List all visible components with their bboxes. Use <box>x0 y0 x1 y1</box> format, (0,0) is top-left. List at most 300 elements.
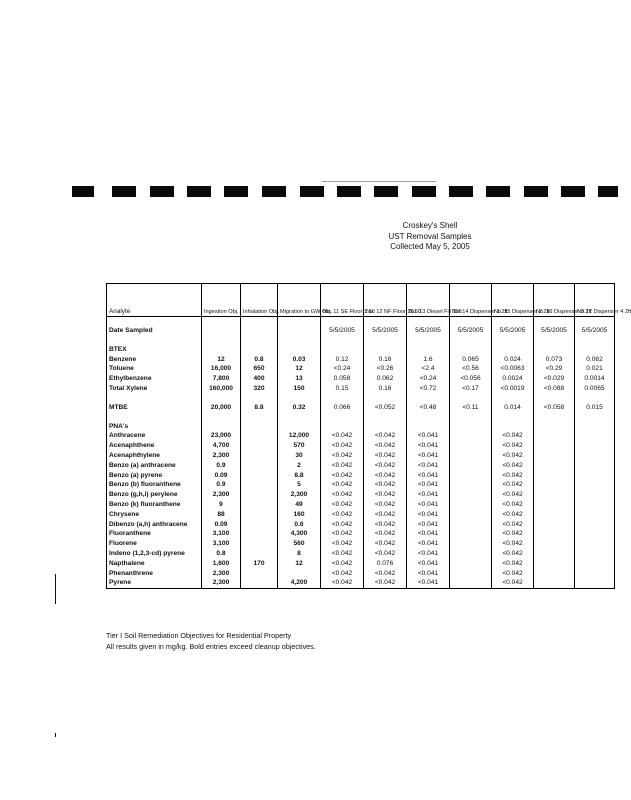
analyte-cell: Benzene <box>109 355 137 363</box>
value-cell: 13 <box>278 374 321 384</box>
value-cell: <0.042 <box>321 510 364 520</box>
column-header: Inhalation Obj. <box>241 284 278 317</box>
value-cell: <0.17 <box>450 384 492 394</box>
value-cell <box>534 461 575 471</box>
column-header: No. 13 Diesel Fill 11ft <box>407 284 450 317</box>
collection-date: Collected May 5, 2005 <box>390 242 470 251</box>
value-cell: 5 <box>278 480 321 490</box>
value-cell <box>241 520 278 530</box>
value-cell <box>575 451 615 461</box>
table-row <box>107 578 615 588</box>
value-cell <box>534 578 575 588</box>
value-cell: <0.042 <box>321 441 364 451</box>
value-cell: <0.041 <box>407 490 450 500</box>
scan-dash-bar <box>72 186 618 197</box>
value-cell: 5/5/2005 <box>492 326 534 336</box>
table-row <box>107 374 615 384</box>
value-cell: 150 <box>278 384 321 394</box>
value-cell: 0.8 <box>202 549 241 559</box>
value-cell <box>241 490 278 500</box>
spacer-row <box>107 413 615 422</box>
value-cell: <0.041 <box>407 559 450 569</box>
value-cell: <0.042 <box>492 520 534 530</box>
value-cell: <0.042 <box>492 461 534 471</box>
value-cell: 170 <box>241 559 278 569</box>
dash-segment <box>449 186 473 197</box>
value-cell: 0.09 <box>202 520 241 530</box>
value-cell: <0.052 <box>364 403 407 413</box>
value-cell: <0.042 <box>492 451 534 461</box>
value-cell <box>575 480 615 490</box>
value-cell <box>450 520 492 530</box>
value-cell <box>575 500 615 510</box>
value-cell: 5/5/2005 <box>321 326 364 336</box>
table-row <box>107 480 615 490</box>
value-cell <box>534 471 575 481</box>
value-cell: <0.042 <box>321 569 364 579</box>
value-cell: 0.058 <box>321 374 364 384</box>
value-cell: 0.6 <box>278 520 321 530</box>
column-header: No. 12 NF Floor 11.50 <box>364 284 407 317</box>
value-cell: <0.042 <box>492 480 534 490</box>
value-cell: <0.041 <box>407 461 450 471</box>
value-cell: <0.042 <box>364 441 407 451</box>
value-cell: 5/5/2005 <box>364 326 407 336</box>
analyte-cell: Fluoranthene <box>109 530 151 538</box>
value-cell: 23,000 <box>202 431 241 441</box>
table-body <box>107 317 615 589</box>
value-cell: 0.0065 <box>575 384 615 394</box>
value-cell <box>575 549 615 559</box>
value-cell: 2,300 <box>202 490 241 500</box>
value-cell: 8 <box>278 549 321 559</box>
value-cell: 12 <box>202 355 241 365</box>
mtbe-row <box>107 403 615 413</box>
value-cell: <0.042 <box>321 559 364 569</box>
value-cell: <0.042 <box>321 431 364 441</box>
table-row <box>107 384 615 394</box>
value-cell: <0.042 <box>321 549 364 559</box>
value-cell <box>241 549 278 559</box>
analyte-cell: Total Xylene <box>109 384 148 392</box>
value-cell: <0.042 <box>492 539 534 549</box>
value-cell: 400 <box>241 374 278 384</box>
dash-segment <box>486 186 510 197</box>
value-cell: <0.041 <box>407 441 450 451</box>
value-cell: <0.042 <box>492 490 534 500</box>
value-cell: 2,300 <box>202 578 241 588</box>
value-cell: 5/5/2005 <box>450 326 492 336</box>
value-cell: 30 <box>278 451 321 461</box>
value-cell <box>534 490 575 500</box>
value-cell <box>450 431 492 441</box>
value-cell <box>241 431 278 441</box>
value-cell: 8.8 <box>278 471 321 481</box>
value-cell <box>202 326 241 336</box>
value-cell: <0.058 <box>534 403 575 413</box>
value-cell: <0.042 <box>321 539 364 549</box>
footnote-objectives: Tier I Soil Remediation Objectives for Residential Property <box>106 631 292 640</box>
column-header: No. 15 Dispenser 2 2ft <box>492 284 534 317</box>
value-cell <box>450 559 492 569</box>
value-cell: 0.0024 <box>492 374 534 384</box>
value-cell: 560 <box>278 539 321 549</box>
analyte-cell: Benzo (g,h,i) perylene <box>109 491 178 499</box>
value-cell: <0.042 <box>492 569 534 579</box>
value-cell: <0.042 <box>364 431 407 441</box>
value-cell: 0.065 <box>450 355 492 365</box>
site-name: Croskey's Shell <box>402 221 458 230</box>
value-cell <box>450 569 492 579</box>
column-header: No. 14 Dispenser 1 2ft <box>450 284 492 317</box>
value-cell: 1.6 <box>407 355 450 365</box>
table-row <box>107 461 615 471</box>
dash-segment <box>262 186 286 197</box>
value-cell: 0.9 <box>202 480 241 490</box>
value-cell <box>575 559 615 569</box>
value-cell <box>450 578 492 588</box>
value-cell: 0.9 <box>202 461 241 471</box>
value-cell <box>450 451 492 461</box>
column-header: Ingestion Obj. <box>202 284 241 317</box>
table-row <box>107 549 615 559</box>
value-cell: 160,000 <box>202 384 241 394</box>
value-cell: 88 <box>202 510 241 520</box>
value-cell: 0.12 <box>321 355 364 365</box>
analyte-cell: Phenanthrene <box>109 569 153 577</box>
value-cell: <0.042 <box>492 500 534 510</box>
analyte-cell: Napthalene <box>109 559 145 567</box>
scan-margin-mark <box>55 733 56 737</box>
table-row <box>107 431 615 441</box>
value-cell: <0.042 <box>364 520 407 530</box>
value-cell: <0.29 <box>534 364 575 374</box>
value-cell: <0.088 <box>534 384 575 394</box>
value-cell: <0.56 <box>450 364 492 374</box>
dash-segment <box>412 186 436 197</box>
column-header: No. 11 SE Floor 1.50 <box>321 284 364 317</box>
value-cell: 570 <box>278 441 321 451</box>
value-cell <box>534 451 575 461</box>
value-cell <box>450 510 492 520</box>
value-cell: <0.042 <box>321 500 364 510</box>
value-cell: 0.024 <box>492 355 534 365</box>
value-cell <box>534 549 575 559</box>
value-cell <box>534 520 575 530</box>
value-cell: 0.8 <box>241 355 278 365</box>
dash-segment <box>224 186 248 197</box>
table-row <box>107 441 615 451</box>
value-cell: <0.042 <box>492 510 534 520</box>
dash-segment <box>300 186 324 197</box>
table-row <box>107 500 615 510</box>
value-cell <box>534 441 575 451</box>
analyte-cell: Benzo (a) pyrene <box>109 471 163 479</box>
footnotes <box>106 631 316 652</box>
value-cell: <0.056 <box>450 374 492 384</box>
value-cell: <0.72 <box>407 384 450 394</box>
value-cell: <0.042 <box>364 461 407 471</box>
value-cell: <0.041 <box>407 480 450 490</box>
analyte-cell: Pyrene <box>109 579 131 587</box>
date-sampled-row <box>107 326 615 336</box>
value-cell: 3,100 <box>202 529 241 539</box>
value-cell <box>450 461 492 471</box>
value-cell <box>450 490 492 500</box>
value-cell: 5/5/2005 <box>407 326 450 336</box>
value-cell: <0.042 <box>321 471 364 481</box>
value-cell: 0.076 <box>364 559 407 569</box>
value-cell: 0.03 <box>278 355 321 365</box>
value-cell: <0.26 <box>364 364 407 374</box>
table-row <box>107 364 615 374</box>
analyte-cell: Fluorene <box>109 540 137 548</box>
section-title: BTEX <box>109 345 127 353</box>
value-cell: 0.062 <box>575 355 615 365</box>
dash-segment <box>72 186 94 197</box>
table-row <box>107 451 615 461</box>
analyte-cell: Benzo (b) fluoranthene <box>109 481 181 489</box>
value-cell: 0.014 <box>492 403 534 413</box>
value-cell: 0.0014 <box>575 374 615 384</box>
value-cell: 4,200 <box>278 578 321 588</box>
value-cell: 0.021 <box>575 364 615 374</box>
value-cell: <0.042 <box>364 510 407 520</box>
value-cell: 2,300 <box>202 451 241 461</box>
table-row <box>107 490 615 500</box>
column-header: Migration to GW Obj. <box>278 284 321 317</box>
value-cell <box>575 461 615 471</box>
value-cell <box>534 529 575 539</box>
section-title: PNA's <box>109 422 129 430</box>
value-cell: 12 <box>278 559 321 569</box>
value-cell: 12 <box>278 364 321 374</box>
value-cell: 0.073 <box>534 355 575 365</box>
value-cell <box>241 461 278 471</box>
value-cell: 0.32 <box>278 403 321 413</box>
dash-segment <box>374 186 398 197</box>
analyte-cell: Benzo (a) anthracene <box>109 461 176 469</box>
value-cell <box>241 578 278 588</box>
value-cell <box>575 529 615 539</box>
value-cell: <0.041 <box>407 451 450 461</box>
value-cell: <0.042 <box>321 461 364 471</box>
value-cell: 2 <box>278 461 321 471</box>
value-cell: <0.042 <box>364 490 407 500</box>
value-cell: <0.041 <box>407 578 450 588</box>
value-cell: 16,000 <box>202 364 241 374</box>
analyte-cell: Toluene <box>109 365 134 373</box>
value-cell <box>450 539 492 549</box>
value-cell: 0.16 <box>364 384 407 394</box>
dash-segment <box>524 186 548 197</box>
value-cell: <0.042 <box>321 529 364 539</box>
value-cell <box>241 539 278 549</box>
value-cell: <0.041 <box>407 549 450 559</box>
analyte-cell: Anthracene <box>109 432 146 440</box>
value-cell: <0.042 <box>492 441 534 451</box>
value-cell <box>241 529 278 539</box>
scan-artifact-line <box>322 181 436 182</box>
column-header: No.17 Dispenser 4 2ft <box>575 284 615 317</box>
value-cell: <0.042 <box>321 578 364 588</box>
value-cell <box>534 539 575 549</box>
dash-segment <box>112 186 136 197</box>
dash-segment <box>150 186 174 197</box>
dash-segment <box>561 186 585 197</box>
value-cell: <0.041 <box>407 569 450 579</box>
analyte-cell: Indeno (1,2,3-cd) pyrene <box>109 549 185 557</box>
analyte-cell: Acenaphthylene <box>109 451 160 459</box>
value-cell: 4,300 <box>278 529 321 539</box>
value-cell: 4,700 <box>202 441 241 451</box>
value-cell <box>450 500 492 510</box>
dash-segment <box>598 186 618 197</box>
value-cell: 2,300 <box>278 490 321 500</box>
spacer-row <box>107 336 615 345</box>
value-cell: 320 <box>241 384 278 394</box>
table-row <box>107 539 615 549</box>
value-cell: <0.11 <box>450 403 492 413</box>
value-cell: <0.24 <box>407 374 450 384</box>
value-cell <box>575 578 615 588</box>
value-cell <box>575 569 615 579</box>
value-cell: <0.24 <box>321 364 364 374</box>
value-cell: <0.041 <box>407 431 450 441</box>
value-cell: <0.042 <box>492 578 534 588</box>
value-cell: <0.041 <box>407 520 450 530</box>
analyte-cell: Benzo (k) fluoranthene <box>109 500 181 508</box>
value-cell <box>534 431 575 441</box>
results-table <box>106 283 631 589</box>
value-cell: <0.042 <box>364 471 407 481</box>
value-cell: <0.042 <box>364 451 407 461</box>
value-cell: <0.042 <box>492 431 534 441</box>
value-cell: 8.8 <box>241 403 278 413</box>
value-cell <box>534 500 575 510</box>
value-cell: <0.041 <box>407 529 450 539</box>
value-cell: <0.042 <box>492 549 534 559</box>
value-cell <box>278 569 321 579</box>
table-row <box>107 520 615 530</box>
analyte-cell: Date Sampled <box>109 327 153 334</box>
value-cell: <0.041 <box>407 471 450 481</box>
value-cell <box>575 520 615 530</box>
column-header: No. 16 Dispenser 3 2ft <box>534 284 575 317</box>
value-cell <box>534 559 575 569</box>
table-row <box>107 510 615 520</box>
value-cell: <0.042 <box>364 529 407 539</box>
value-cell <box>575 490 615 500</box>
value-cell: 650 <box>241 364 278 374</box>
value-cell: <0.48 <box>407 403 450 413</box>
value-cell: <0.042 <box>364 539 407 549</box>
value-cell <box>534 569 575 579</box>
value-cell: <0.042 <box>321 451 364 461</box>
value-cell: <0.0063 <box>492 364 534 374</box>
value-cell: <0.042 <box>364 500 407 510</box>
value-cell: <0.042 <box>321 520 364 530</box>
table-row <box>107 559 615 569</box>
value-cell: <0.041 <box>407 510 450 520</box>
value-cell: 3,100 <box>202 539 241 549</box>
value-cell: <0.042 <box>492 471 534 481</box>
value-cell: 0.066 <box>321 403 364 413</box>
value-cell <box>450 529 492 539</box>
analyte-cell: Ethylbenzene <box>109 375 152 383</box>
value-cell: <0.042 <box>364 549 407 559</box>
value-cell: 0.015 <box>575 403 615 413</box>
value-cell <box>450 549 492 559</box>
value-cell: <2.4 <box>407 364 450 374</box>
value-cell <box>241 510 278 520</box>
value-cell: 5/5/2005 <box>534 326 575 336</box>
analyte-cell: Chrysene <box>109 510 140 518</box>
value-cell: <0.042 <box>492 559 534 569</box>
value-cell: 0.16 <box>364 355 407 365</box>
value-cell: 0.15 <box>321 384 364 394</box>
value-cell <box>241 471 278 481</box>
value-cell: <0.041 <box>407 539 450 549</box>
value-cell: <0.042 <box>364 480 407 490</box>
value-cell <box>575 441 615 451</box>
value-cell: 0.062 <box>364 374 407 384</box>
value-cell <box>534 480 575 490</box>
caption-subtitle: UST Removal Samples <box>388 231 472 241</box>
column-header: Analyte <box>107 284 202 317</box>
spacer-row <box>107 317 615 327</box>
value-cell: <0.042 <box>364 578 407 588</box>
value-cell: 1,600 <box>202 559 241 569</box>
value-cell: 2,300 <box>202 569 241 579</box>
value-cell <box>241 500 278 510</box>
value-cell <box>241 441 278 451</box>
table-header-row <box>107 284 615 317</box>
value-cell <box>575 539 615 549</box>
value-cell <box>534 510 575 520</box>
analyte-cell: Dibenzo (a,h) anthracene <box>109 520 188 528</box>
value-cell <box>241 326 278 336</box>
spacer-row <box>107 394 615 403</box>
table-row <box>107 569 615 579</box>
value-cell: 160 <box>278 510 321 520</box>
value-cell: 20,000 <box>202 403 241 413</box>
scan-margin-mark <box>55 574 56 604</box>
value-cell: <0.0019 <box>492 384 534 394</box>
value-cell <box>241 480 278 490</box>
value-cell <box>575 510 615 520</box>
value-cell: <0.042 <box>492 529 534 539</box>
value-cell <box>241 451 278 461</box>
value-cell: 7,800 <box>202 374 241 384</box>
footnote-units: All results given in mg/kg. Bold entries exceed cleanup objectives. <box>106 641 316 651</box>
value-cell: 0.09 <box>202 471 241 481</box>
value-cell: <0.041 <box>407 500 450 510</box>
value-cell: <0.042 <box>321 480 364 490</box>
value-cell: 5/5/2005 <box>575 326 615 336</box>
value-cell <box>278 326 321 336</box>
table-row <box>107 529 615 539</box>
value-cell: 12,000 <box>278 431 321 441</box>
value-cell: 9 <box>202 500 241 510</box>
value-cell: 49 <box>278 500 321 510</box>
dash-segment <box>187 186 211 197</box>
section-row-btex <box>107 345 615 355</box>
value-cell <box>450 471 492 481</box>
analyte-cell: MTBE <box>109 403 128 411</box>
dash-segment <box>337 186 361 197</box>
value-cell <box>241 569 278 579</box>
